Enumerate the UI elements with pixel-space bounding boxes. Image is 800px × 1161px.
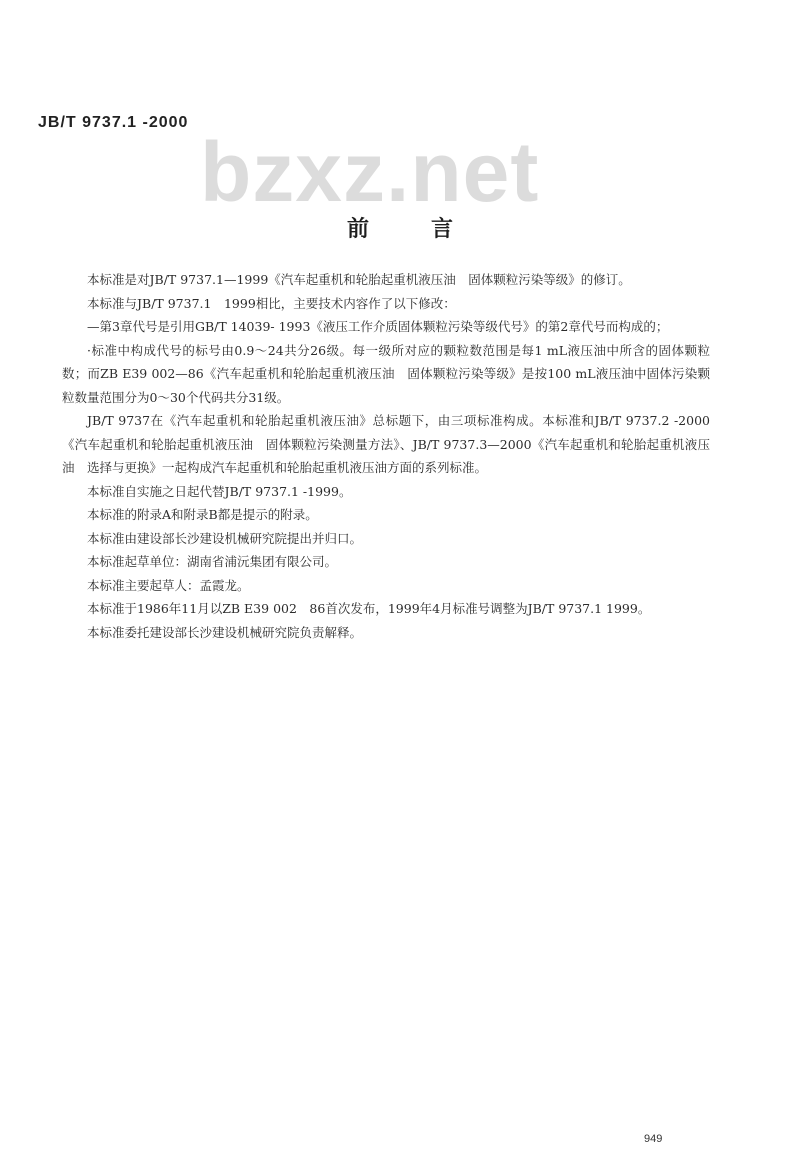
paragraph-drafting-unit: 本标准起草单位：湖南省浦沅集团有限公司。	[87, 554, 338, 569]
foreword-body	[62, 268, 710, 644]
paragraph-revision: 本标准是对JB/T 9737.1—1999《汽车起重机和轮胎起重机液压油 固体颗粒污染等级》的修订。	[87, 272, 631, 287]
watermark: bzxz.net	[200, 125, 540, 219]
paragraph-drafter: 本标准主要起草人：孟霞龙。	[87, 577, 250, 593]
paragraph-replaces: 本标准自实施之日起代替JB/T 9737.1 -1999。	[87, 483, 352, 499]
paragraph-series: JB/T 9737在《汽车起重机和轮胎起重机液压油》总标题下，由三项标准构成。本标准和JB/T 9737.2 -2000《汽车起重机和轮胎起重机液压油 固体颗粒污染测量方法》、JB/T 9737.3—2000《汽车起重机和轮胎起重机液压油 选择与更换》一起构成汽车起重机和轮胎起重机液压油方面的系列标准。	[62, 413, 710, 475]
paragraph-appendix: 本标准的附录A和附录B都是提示的附录。	[87, 507, 318, 522]
paragraph-history: 本标准于1986年11月以ZB E39 002 86首次发布，1999年4月标准号调整为JB/T 9737.1 1999。	[87, 601, 651, 616]
page-title: 前言	[346, 216, 515, 242]
paragraph-interpretation: 本标准委托建设部长沙建设机械研究院负责解释。	[87, 624, 363, 640]
document-number: JB/T 9737.1 -2000	[38, 114, 189, 131]
paragraph-change-1: —第3章代号是引用GB/T 14039- 1993《液压工作介质固体颗粒污染等级代号》的第2章代号而构成的；	[87, 319, 669, 334]
paragraph-changes-intro: 本标准与JB/T 9737.1 1999相比，主要技术内容作了以下修改：	[87, 295, 456, 311]
paragraph-proposed-by: 本标准由建设部长沙建设机械研究院提出并归口。	[87, 530, 363, 546]
paragraph-change-2: ·标准中构成代号的标号由0.9～24共分26级。每一级所对应的颗粒数范围是每1 mL液压油中所含的固体颗粒数；而ZB E39 002—86《汽车起重机和轮胎起重机液压油 固体颗粒污染等级》是按100 mL液压油中固体污染颗粒数量范围分为0～30个代码共分31级。	[62, 342, 710, 405]
page-number: 949	[644, 1133, 663, 1145]
